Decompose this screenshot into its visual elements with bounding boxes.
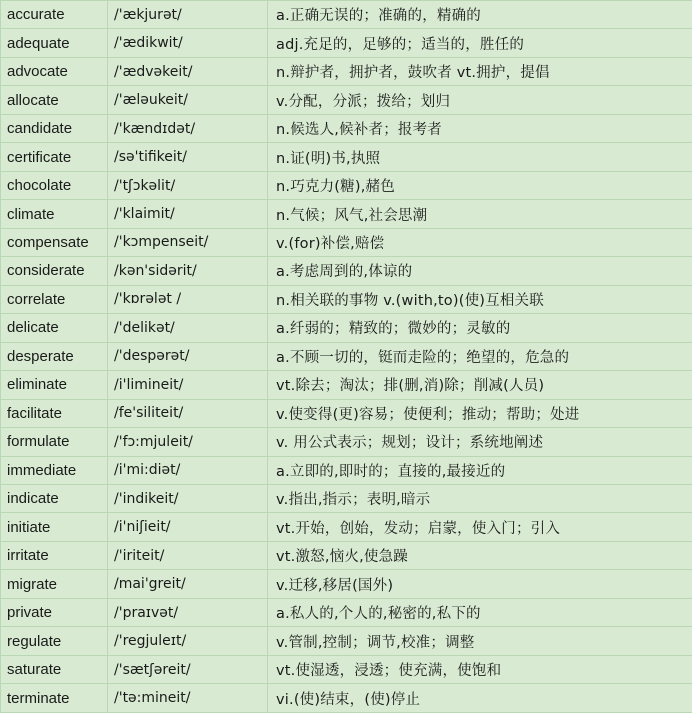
phonetic-cell: /sə'tifikeit/ xyxy=(108,143,268,171)
word-cell: considerate xyxy=(1,257,108,285)
word-cell: formulate xyxy=(1,428,108,456)
definition-cell: n.辩护者，拥护者，鼓吹者 vt.拥护，提倡 xyxy=(268,57,692,85)
word-cell: immediate xyxy=(1,456,108,484)
phonetic-cell: /'kɒrələt / xyxy=(108,285,268,313)
table-row xyxy=(1,342,692,370)
word-cell: chocolate xyxy=(1,171,108,199)
table-row xyxy=(1,114,692,142)
word-cell: migrate xyxy=(1,570,108,598)
phonetic-cell: /'tʃɔkəlit/ xyxy=(108,171,268,199)
table-row xyxy=(1,484,692,512)
definition-cell: n.候选人,候补者；报考者 xyxy=(268,114,692,142)
phonetic-cell: /i'limineit/ xyxy=(108,371,268,399)
word-cell: desperate xyxy=(1,342,108,370)
phonetic-cell: /i'niʃieit/ xyxy=(108,513,268,541)
word-cell: private xyxy=(1,598,108,626)
phonetic-cell: /kən'sidərit/ xyxy=(108,257,268,285)
table-row xyxy=(1,143,692,171)
table-row xyxy=(1,598,692,626)
word-cell: climate xyxy=(1,200,108,228)
word-cell: correlate xyxy=(1,285,108,313)
definition-cell: n.相关联的事物 v.(with,to)(使)互相关联 xyxy=(268,285,692,313)
word-cell: adequate xyxy=(1,29,108,57)
definition-cell: a.考虑周到的,体谅的 xyxy=(268,257,692,285)
definition-cell: v.使变得(更)容易；使便利；推动；帮助；处进 xyxy=(268,399,692,427)
definition-cell: n.巧克力(糖),赭色 xyxy=(268,171,692,199)
phonetic-cell: /'indikeit/ xyxy=(108,484,268,512)
definition-cell: a.正确无误的；准确的，精确的 xyxy=(268,1,692,29)
phonetic-cell: /'praɪvət/ xyxy=(108,598,268,626)
phonetic-cell: /'ækjurət/ xyxy=(108,1,268,29)
definition-cell: v.管制,控制；调节,校准；调整 xyxy=(268,627,692,655)
table-row xyxy=(1,257,692,285)
phonetic-cell: /i'mi:diət/ xyxy=(108,456,268,484)
phonetic-cell: /'sætʃəreit/ xyxy=(108,655,268,683)
word-cell: certificate xyxy=(1,143,108,171)
definition-cell: v.(for)补偿,赔偿 xyxy=(268,228,692,256)
table-row xyxy=(1,399,692,427)
phonetic-cell: /'kændɪdət/ xyxy=(108,114,268,142)
phonetic-cell: /'delikət/ xyxy=(108,314,268,342)
definition-cell: vt.除去；淘汰；排(删,消)除；削减(人员) xyxy=(268,371,692,399)
definition-cell: v.迁移,移居(国外) xyxy=(268,570,692,598)
word-cell: regulate xyxy=(1,627,108,655)
word-cell: indicate xyxy=(1,484,108,512)
phonetic-cell: /'regjuleɪt/ xyxy=(108,627,268,655)
phonetic-cell: /'iriteit/ xyxy=(108,541,268,569)
phonetic-cell: /fe'siliteit/ xyxy=(108,399,268,427)
table-row xyxy=(1,314,692,342)
definition-cell: vt.使湿透，浸透；使充满，使饱和 xyxy=(268,655,692,683)
word-cell: saturate xyxy=(1,655,108,683)
word-cell: accurate xyxy=(1,1,108,29)
word-cell: advocate xyxy=(1,57,108,85)
definition-cell: a.纤弱的；精致的；微妙的；灵敏的 xyxy=(268,314,692,342)
table-row xyxy=(1,684,692,713)
table-row xyxy=(1,371,692,399)
table-row xyxy=(1,57,692,85)
table-row xyxy=(1,29,692,57)
definition-cell: vt.开始，创始，发动；启蒙，使入门；引入 xyxy=(268,513,692,541)
table-row xyxy=(1,171,692,199)
definition-cell: a.不顾一切的，铤而走险的；绝望的，危急的 xyxy=(268,342,692,370)
phonetic-cell: /'æləukeit/ xyxy=(108,86,268,114)
word-cell: compensate xyxy=(1,228,108,256)
word-cell: allocate xyxy=(1,86,108,114)
vocabulary-table-body xyxy=(1,1,692,713)
definition-cell: a.私人的,个人的,秘密的,私下的 xyxy=(268,598,692,626)
definition-cell: vi.(使)结束，(使)停止 xyxy=(268,684,692,713)
phonetic-cell: /'despərət/ xyxy=(108,342,268,370)
table-row xyxy=(1,627,692,655)
phonetic-cell: /'klaimit/ xyxy=(108,200,268,228)
table-row xyxy=(1,570,692,598)
definition-cell: n.气候；风气,社会思潮 xyxy=(268,200,692,228)
table-row xyxy=(1,428,692,456)
word-cell: eliminate xyxy=(1,371,108,399)
phonetic-cell: /'kɔmpenseit/ xyxy=(108,228,268,256)
definition-cell: adj.充足的，足够的；适当的，胜任的 xyxy=(268,29,692,57)
definition-cell: v.分配，分派；拨给；划归 xyxy=(268,86,692,114)
phonetic-cell: /'fɔ:mjuleit/ xyxy=(108,428,268,456)
table-row xyxy=(1,1,692,29)
word-cell: delicate xyxy=(1,314,108,342)
phonetic-cell: /mai'greit/ xyxy=(108,570,268,598)
word-cell: candidate xyxy=(1,114,108,142)
table-row xyxy=(1,513,692,541)
word-cell: irritate xyxy=(1,541,108,569)
table-row xyxy=(1,200,692,228)
phonetic-cell: /'tə:mineit/ xyxy=(108,684,268,713)
definition-cell: a.立即的,即时的；直接的,最接近的 xyxy=(268,456,692,484)
definition-cell: n.证(明)书,执照 xyxy=(268,143,692,171)
word-cell: facilitate xyxy=(1,399,108,427)
word-cell: terminate xyxy=(1,684,108,713)
table-row xyxy=(1,541,692,569)
table-row xyxy=(1,655,692,683)
phonetic-cell: /'ædvəkeit/ xyxy=(108,57,268,85)
phonetic-cell: /'ædikwit/ xyxy=(108,29,268,57)
table-row xyxy=(1,86,692,114)
word-cell: initiate xyxy=(1,513,108,541)
table-row xyxy=(1,228,692,256)
definition-cell: v. 用公式表示；规划；设计；系统地阐述 xyxy=(268,428,692,456)
definition-cell: vt.激怒,恼火,使急躁 xyxy=(268,541,692,569)
table-row xyxy=(1,456,692,484)
definition-cell: v.指出,指示；表明,暗示 xyxy=(268,484,692,512)
table-row xyxy=(1,285,692,313)
